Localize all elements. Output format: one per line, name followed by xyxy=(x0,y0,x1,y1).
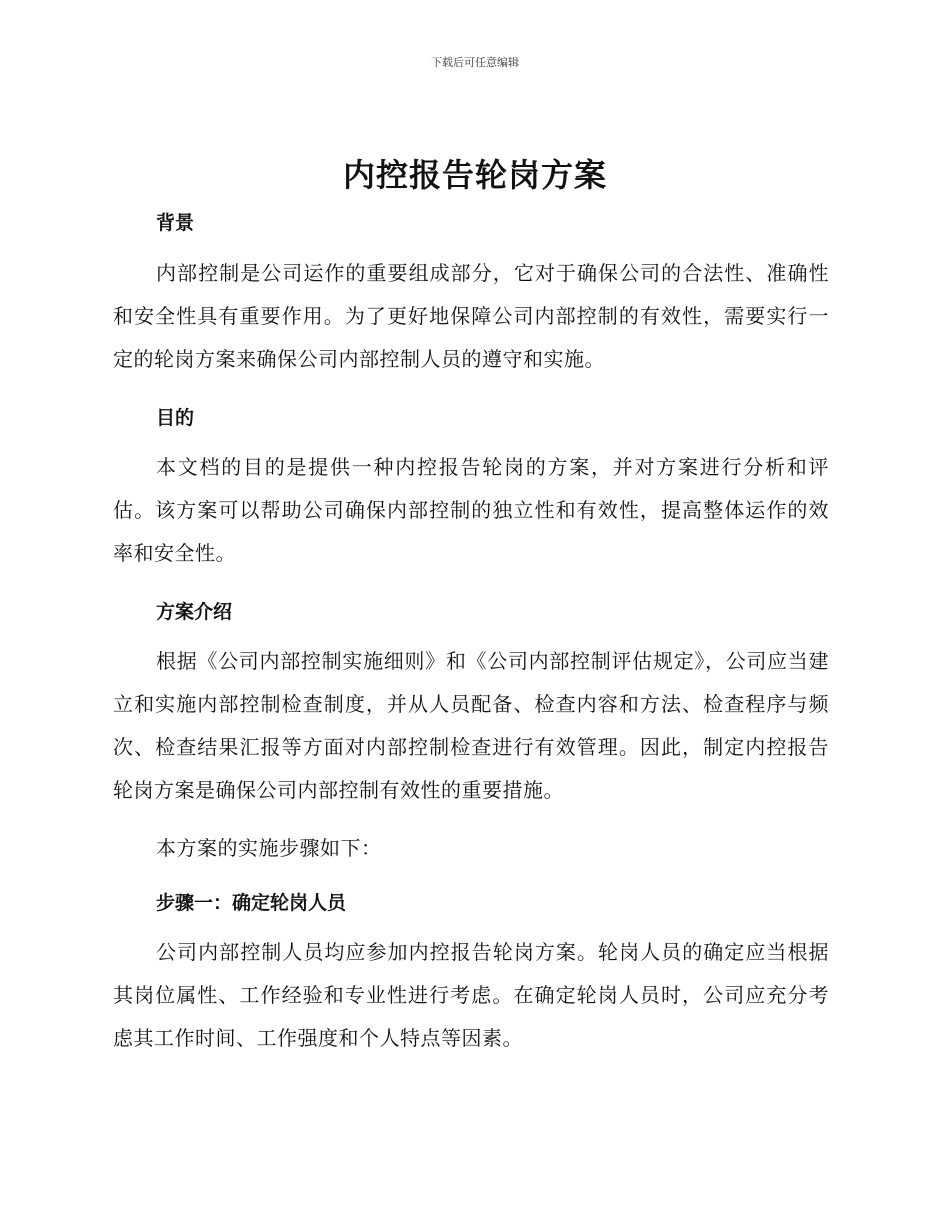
section-heading-purpose: 目的 xyxy=(156,407,195,429)
section-text-intro: 根据《公司内部控制实施细则》和《公司内部控制评估规定》，公司应当建立和实施内部控制检查制度，并从人员配备、检查内容和方法、检查程序与频次、检查结果汇报等方面对内部控制检查进行有效管理。因此，制定内控报告轮岗方案是确保公司内部控制有效性的重要措施。 xyxy=(113,649,829,802)
section-heading-intro: 方案介绍 xyxy=(156,601,233,623)
section-heading-step1: 步骤一：确定轮岗人员 xyxy=(156,892,347,914)
document-title: 内控报告轮岗方案 xyxy=(342,156,607,194)
section-text-background: 内部控制是公司运作的重要组成部分，它对于确保公司的合法性、准确性和安全性具有重要作用。为了更好地保障公司内部控制的有效性，需要实行一定的轮岗方案来确保公司内部控制人员的遵守和实施。 xyxy=(113,261,829,371)
header-note: 下载后可任意编辑 xyxy=(431,56,519,69)
steps-intro-line: 本方案的实施步骤如下： xyxy=(156,836,382,860)
section-heading-background: 背景 xyxy=(156,212,195,234)
section-text-step1: 公司内部控制人员均应参加内控报告轮岗方案。轮岗人员的确定应当根据其岗位属性、工作经验和专业性进行考虑。在确定轮岗人员时，公司应充分考虑其工作时间、工作强度和个人特点等因素。 xyxy=(113,940,829,1050)
section-text-purpose: 本文档的目的是提供一种内控报告轮岗的方案，并对方案进行分析和评估。该方案可以帮助公司确保内部控制的独立性和有效性，提高整体运作的效率和安全性。 xyxy=(113,455,829,565)
